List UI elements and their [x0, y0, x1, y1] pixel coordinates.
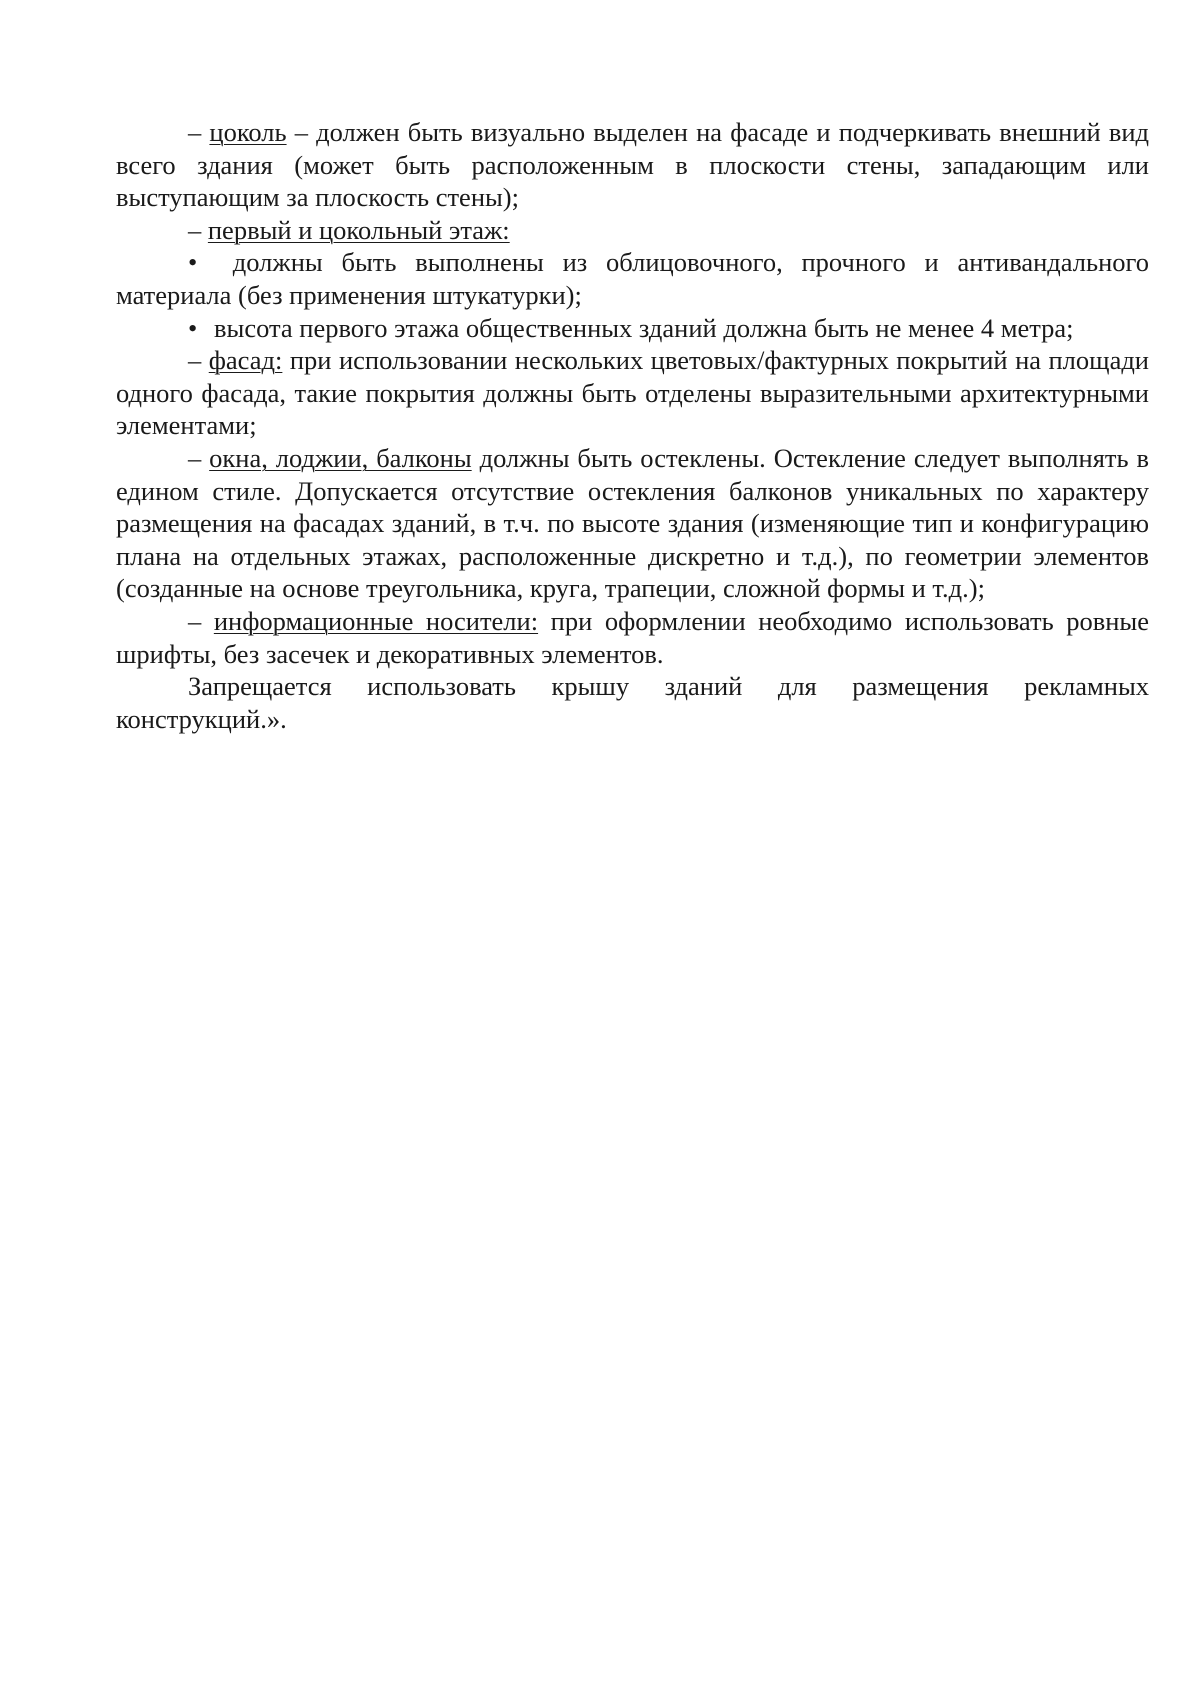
- paragraph-info-carriers: [116, 605, 1149, 670]
- paragraph-text: Запрещается использовать крышу зданий для размещения рекламных конструкций.».: [116, 671, 1149, 734]
- bullet-text: должны быть выполнены из облицовочного, прочного и антивандального материала (без применения штукатурки);: [116, 247, 1149, 310]
- dash-marker: –: [188, 117, 210, 147]
- paragraph-facade: [116, 344, 1149, 442]
- dash-marker: –: [188, 605, 214, 636]
- bullet-item-material: [116, 246, 1149, 311]
- bullet-icon: •: [188, 247, 198, 278]
- paragraph-text: – должен быть визуально выделен на фасаде и подчеркивать внешний вид всего здания (может быть расположенным в плоскости стены, западающим или выступающим за плоскость стены);: [116, 117, 1150, 213]
- term-facade: фасад:: [208, 345, 283, 376]
- dash-marker: –: [188, 442, 210, 473]
- term-first-floor: первый и цокольный этаж:: [207, 214, 510, 245]
- bullet-text: высота первого этажа общественных зданий должна быть не менее 4 метра;: [214, 312, 1074, 343]
- term-windows: окна, лоджии, балконы: [209, 442, 472, 473]
- paragraph-windows: [116, 442, 1149, 605]
- paragraph-text: при оформлении необходимо использовать ровные шрифты, без засечек и декоративных элементов.: [116, 605, 1150, 669]
- paragraph-text: при использовании нескольких цветовых/фактурных покрытий на площади одного фасада, такие покрытия должны быть отделены выразительными архитектурными элементами;: [116, 345, 1149, 441]
- term-plinth: цоколь: [209, 117, 287, 147]
- document-body: [116, 116, 1149, 735]
- bullet-item-height: [116, 312, 1149, 345]
- dash-marker: –: [188, 214, 208, 245]
- paragraph-first-floor: [116, 214, 1149, 247]
- term-info-carriers: информационные носители:: [213, 605, 539, 636]
- paragraph-roof-prohibition: [116, 670, 1149, 735]
- paragraph-plinth: [116, 116, 1149, 214]
- bullet-icon: •: [188, 312, 198, 343]
- dash-marker: –: [188, 345, 209, 376]
- paragraph-text: должны быть остеклены. Остекление следует выполнять в едином стиле. Допускается отсутствие остекления балконов уникальных по характеру размещения на фасадах зданий, в т.ч. по высоте здания (изменяющие тип и конфигурацию плана на отдельных этажах, расположенные дискретно и т.д.), по геометрии элементов (созданные на основе треугольника, круга, трапеции, сложной формы и т.д.);: [116, 442, 1149, 604]
